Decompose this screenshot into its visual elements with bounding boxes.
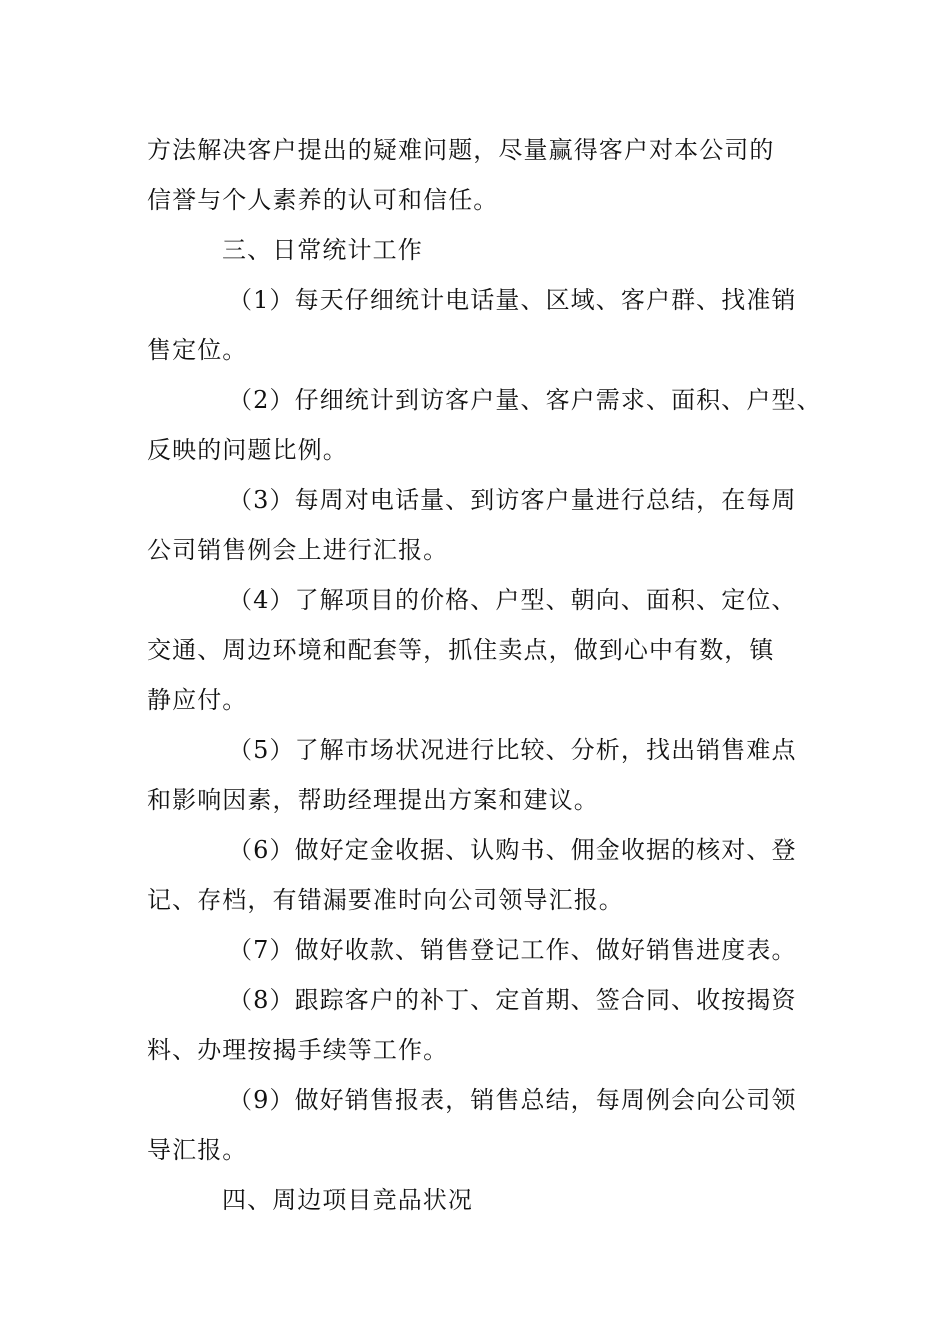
list-item-2-line: 反映的问题比例。 (147, 436, 348, 464)
list-item-9-line: 导汇报。 (147, 1136, 248, 1164)
list-item-4-line: （4）了解项目的价格、户型、朝向、面积、定位、 (228, 586, 797, 614)
list-item-3-line: （3）每周对电话量、到访客户量进行总结，在每周 (228, 486, 797, 514)
list-item-7-line: （7）做好收款、销售登记工作、做好销售进度表。 (228, 936, 797, 964)
list-item-9-line: （9）做好销售报表，销售总结，每周例会向公司领 (228, 1086, 797, 1114)
paragraph-line: 方法解决客户提出的疑难问题，尽量赢得客户对本公司的 (147, 136, 775, 164)
list-item-5-line: 和影响因素，帮助经理提出方案和建议。 (147, 786, 599, 814)
list-item-6-line: 记、存档，有错漏要准时向公司领导汇报。 (147, 886, 624, 914)
list-item-3-line: 公司销售例会上进行汇报。 (147, 536, 449, 564)
list-item-2-line: （2）仔细统计到访客户量、客户需求、面积、户型、 (228, 386, 822, 414)
list-item-4-line: 静应付。 (147, 686, 248, 714)
list-item-8-line: 料、办理按揭手续等工作。 (147, 1036, 449, 1064)
paragraph-line: 信誉与个人素养的认可和信任。 (147, 186, 499, 214)
list-item-6-line: （6）做好定金收据、认购书、佣金收据的核对、登 (228, 836, 797, 864)
section-heading: 三、日常统计工作 (222, 236, 423, 264)
list-item-1-line: 售定位。 (147, 336, 248, 364)
list-item-8-line: （8）跟踪客户的补丁、定首期、签合同、收按揭资 (228, 986, 797, 1014)
list-item-4-line: 交通、周边环境和配套等，抓住卖点，做到心中有数，镇 (147, 636, 775, 664)
section-heading: 四、周边项目竞品状况 (222, 1186, 473, 1214)
list-item-1-line: （1）每天仔细统计电话量、区域、客户群、找准销 (228, 286, 797, 314)
list-item-5-line: （5）了解市场状况进行比较、分析，找出销售难点 (228, 736, 797, 764)
